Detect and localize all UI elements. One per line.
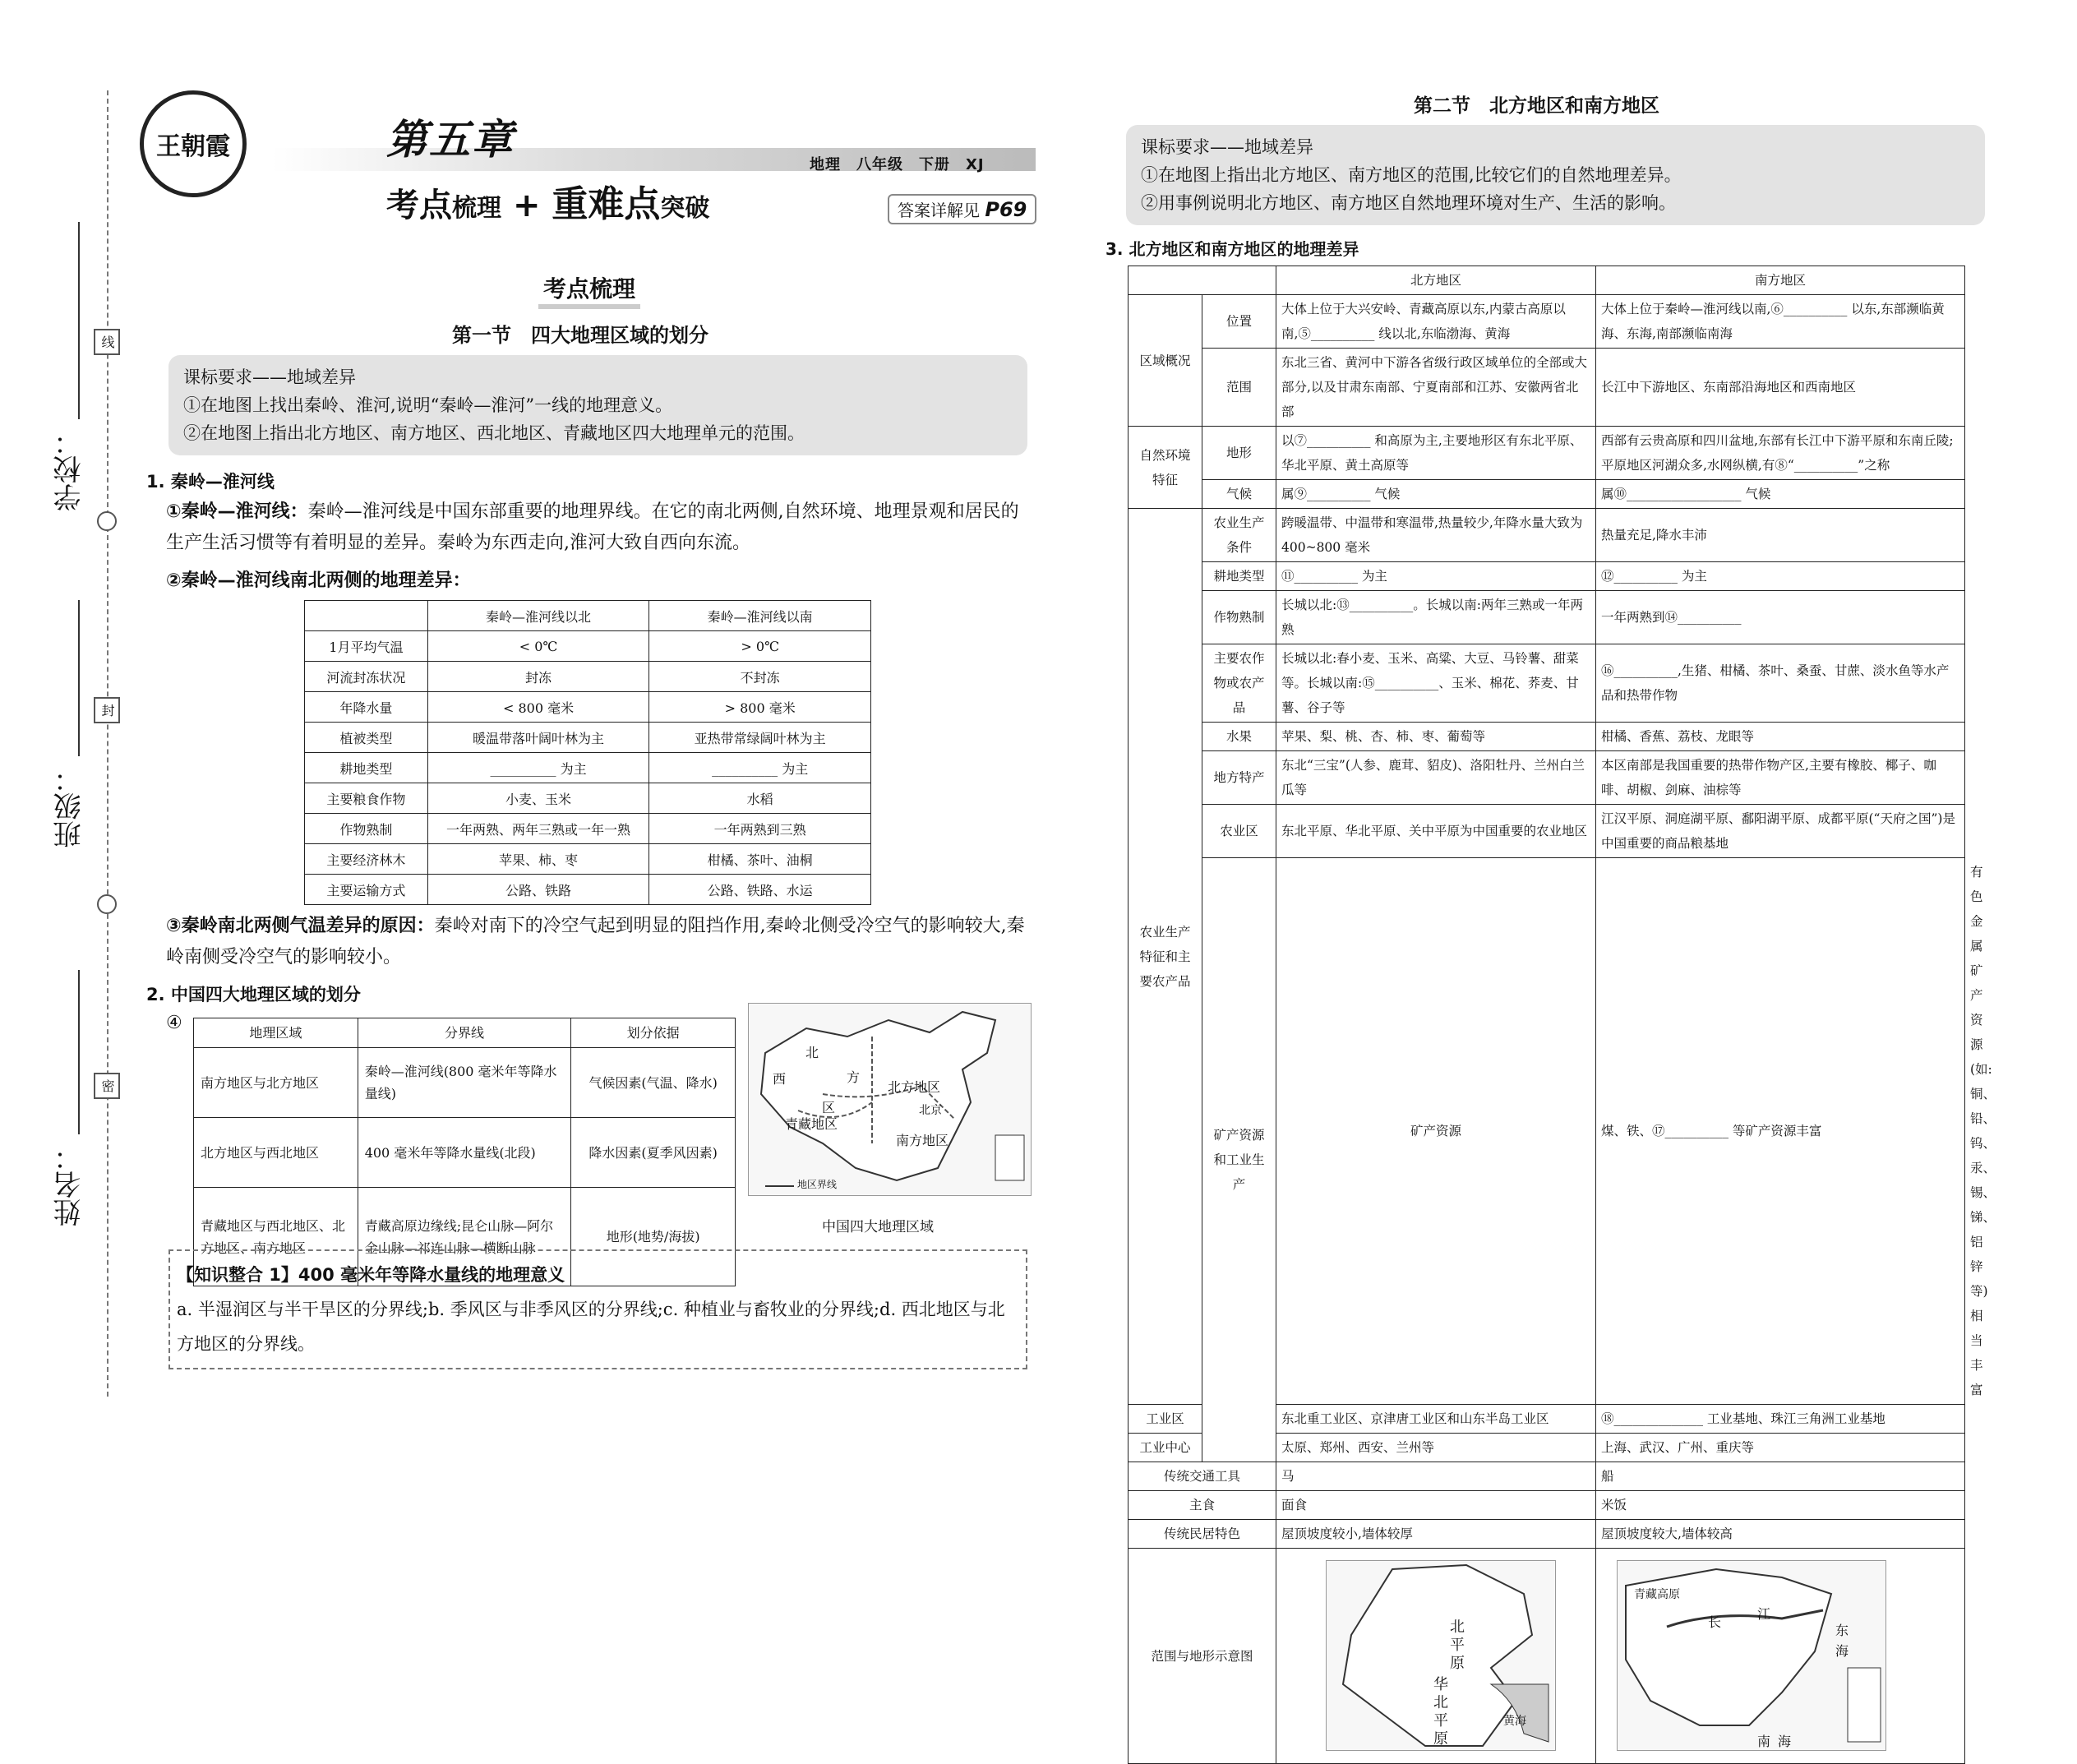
row-label: 主要农作物或农产品 (1202, 644, 1276, 723)
cell-north: 长城以北:⑬__________。长城以南:两年三熟或一年两熟 (1276, 591, 1596, 644)
cell-south: ⑫__________ 为主 (1596, 562, 1965, 591)
cell-north: 东北“三宝”(人参、鹿茸、貂皮)、洛阳牡丹、兰州白兰瓜等 (1276, 751, 1596, 805)
paragraph-1 (166, 496, 1027, 559)
cell-north: 跨暖温带、中温带和寒温带,热量较少,年降水量大致为 400~800 毫米 (1276, 509, 1596, 562)
table-row (305, 753, 871, 783)
seal-secret: 密 (94, 1073, 120, 1099)
book-tag: 地理 八年级 下册 XJ (810, 156, 985, 173)
table-row (305, 692, 871, 723)
binding-hole (97, 511, 117, 531)
name-label: 姓名： (53, 1143, 86, 1226)
cell-south: 西部有云贵高原和四川盆地,东部有长江中下游平原和东南丘陵;平原地区河湖众多,水网纵横,有⑧“__________”之称 (1596, 427, 1965, 480)
table-cell: 秦岭—淮河线(800 毫米年等降水量线) (358, 1048, 571, 1118)
table-cell: 暖温带落叶阔叶林为主 (427, 723, 649, 753)
table-cell: 主要运输方式 (305, 875, 428, 905)
requirement-box-1 (168, 355, 1027, 455)
cell-north: ⑪__________ 为主 (1276, 562, 1596, 591)
map-label: 北 (805, 1045, 819, 1060)
map-label: 东 (1835, 1623, 1849, 1638)
table-cell: 青藏高原边缘线;昆仑山脉—阿尔金山脉—祁连山脉—横断山脉 (358, 1188, 571, 1286)
cell-south: 热量充足,降水丰沛 (1596, 509, 1965, 562)
binding-margin (0, 0, 140, 1471)
para-text: 秦岭—淮河线是中国东部重要的地理界线。在它的南北两侧,自然环境、地理景观和居民的生产生活习惯等有着明显的差异。秦岭为东西走向,淮河大致自西向东流。 (166, 501, 1019, 553)
school-label: 学校： (53, 427, 86, 511)
map-label: 青藏地区 (785, 1116, 838, 1132)
row-label: 地方特产 (1202, 751, 1276, 805)
cell-north: 以⑦__________ 和高原为主,主要地形区有东北平原、华北平原、黄土高原等 (1276, 427, 1596, 480)
subtitle-part: 突破 (660, 194, 710, 223)
map-legend: 地区界线 (797, 1179, 838, 1190)
cell-south: 江汉平原、洞庭湖平原、鄱阳湖平原、成都平原(“天府之国”)是中国重要的商品粮基地 (1596, 805, 1965, 858)
cell-north: 东北三省、黄河中下游各省级行政区域单位的全部或大部分,以及甘肃东南部、宁夏南部和江苏、安徽两省北部 (1276, 349, 1596, 427)
map-label: 长 (1708, 1614, 1722, 1630)
table-header-row (305, 601, 871, 631)
req-head: 课标要求——地域差异 (1141, 137, 1313, 157)
china-regions-map (748, 1003, 1032, 1196)
map-label: 华北平原 (1433, 1676, 1448, 1748)
cell-south: 一年两熟到⑭__________ (1596, 591, 1965, 644)
cell-south: 本区南部是我国重要的热带作物产区,主要有橡胶、椰子、咖啡、胡椒、剑麻、油棕等 (1596, 751, 1965, 805)
cell-north: 太原、郑州、西安、兰州等 (1276, 1434, 1596, 1462)
table-cell: 北方地区与西北地区 (194, 1118, 358, 1188)
col-south: 南方地区 (1596, 266, 1965, 295)
cell-south: 船 (1596, 1462, 1965, 1491)
table-north-south: 北方地区 南方地区 区域概况 位置 大体上位于大兴安岭、青藏高原以东,内蒙古高原以南,⑤__________ 线以北,东临渤海、黄海 大体上位于秦岭—淮河线以南,⑥__________ 以东,东部濒临黄海、东海,南部濒临南海 范围 东北三省、黄河中下游各省级行政区域单位的全部或大部分,以及甘肃东南部、宁夏南部和江苏、安徽两省北部 长江中下游地区、东南部沿海地区和西南地区 自然环境特征 地形 以⑦__________ 和高原为主,主要地形区有东北平原、华北平原、黄土高原等 西部有云贵高原和四川盆地,东部有长江中下游平原和东南丘陵;平原地区河湖众多,水网纵横,有⑧“__________”之称 气候 属⑨__________ 气候 属⑩__________________ 气候 农业生产特征和主要农产品 农业生产条件 跨暖温带、中温带和寒温带,热量较少,年降水量大致为 400~800 毫米 热量充足,降水丰沛 耕地类型 ⑪__________ 为主 ⑫__________ 为主 作物熟制 长城以北:⑬__________。长城以南:两年三熟或一年两熟 一年两熟到⑭__________ 主要农作物或农产品 长城以北:春小麦、玉米、高粱、大豆、马铃薯、甜菜等。长城以南:⑮__________、玉米、棉花、荞麦、甘薯、谷子等 ⑯__________,生猪、柑橘、茶叶、桑蚕、甘蔗、淡水鱼等水产品和热带作物 水果 苹果、梨、桃、杏、柿、枣、葡萄等 柑橘、香蕉、荔枝、龙眼等 地方特产 东北“三宝”(人参、鹿茸、貂皮)、洛阳牡丹、兰州白兰瓜等 本区南部是我国重要的热带作物产区,主要有橡胶、椰子、咖啡、胡椒、剑麻、油棕等 农业区 东北平原、华北平原、关中平原为中国重要的农业地区 江汉平原、洞庭湖平原、鄱阳湖平原、成都平原(“天府之国”)是中国重要的商品粮基地 矿产资源和工业生产 矿产资源 煤、铁、⑰__________ 等矿产资源丰富 有色金属矿产资源(如:铜、铅、钨、汞、锡、锑、铝锌等)相当丰富 工业区 东北重工业区、京津唐工业区和山东半岛工业区 ⑱______________ 工业基地、珠江三角洲工业基地 工业中心 太原、郑州、西安、兰州等 上海、武汉、广州、重庆等 传统交通工具 马 船 主食 面食 米饭 传统民居特色 屋顶坡度较小,墙体较厚 屋顶坡度较大,墙体较高 范围与地形示意图 北平原 华北平原 黄海 青藏高原 长 江 东 海 南 海 (1128, 266, 1965, 1764)
map-label: 海 (1778, 1734, 1792, 1749)
column-header: 秦岭—淮河线以南 (649, 601, 871, 631)
table-cell: 亚热带常绿阔叶林为主 (649, 723, 871, 753)
row-label: 工业中心 (1129, 1434, 1202, 1462)
table-cell: 耕地类型 (305, 753, 428, 783)
answer-label: 答案详解见 (898, 201, 980, 220)
table-cell: < 800 毫米 (427, 692, 649, 723)
table-row (305, 844, 871, 875)
row-label: 气候 (1202, 480, 1276, 509)
table-cell: 植被类型 (305, 723, 428, 753)
logo-text: 王朝霞 (156, 132, 230, 161)
table-cell: 封冻 (427, 662, 649, 692)
blank-4: ④ (166, 1013, 182, 1033)
cell-north: 苹果、梨、桃、杏、柿、枣、葡萄等 (1276, 723, 1596, 751)
table-cell: 小麦、玉米 (427, 783, 649, 814)
para-text: 秦岭对南下的冷空气起到明显的阻挡作用,秦岭北侧受冷空气的影响较大,秦岭南侧受冷空气的影响较小。 (166, 916, 1025, 967)
row-label: 位置 (1202, 295, 1276, 349)
row-label: 矿产资源 (1276, 858, 1596, 1405)
table-cell: 柑橘、茶叶、油桐 (649, 844, 871, 875)
cut-line (107, 90, 108, 1397)
map-label: 方 (847, 1069, 861, 1085)
name-field[interactable] (78, 970, 80, 1134)
map-label: 南 (1757, 1734, 1771, 1749)
class-field[interactable] (78, 600, 80, 756)
req-item: ②用事例说明北方地区、南方地区自然地理环境对生产、生活的影响。 (1141, 193, 1676, 213)
row-label: 范围与地形示意图 (1129, 1549, 1276, 1764)
heading-1: 1. 秦岭—淮河线 (146, 472, 275, 492)
row-label: 耕地类型 (1202, 562, 1276, 591)
column-header: 地理区域 (194, 1018, 358, 1048)
map-caption: 中国四大地理区域 (822, 1219, 934, 1235)
paragraph-2 (166, 566, 471, 597)
table-header-row (194, 1018, 736, 1048)
table-row (305, 631, 871, 662)
school-field[interactable] (78, 222, 80, 419)
table-row (305, 783, 871, 814)
cell-south: 大体上位于秦岭—淮河线以南,⑥__________ 以东,东部濒临黄海、东海,南部濒临南海 (1596, 295, 1965, 349)
know-title: 【知识整合 1】400 毫米年等降水量线的地理意义 (177, 1265, 565, 1285)
answer-ref (888, 194, 1036, 224)
cell-south: 上海、武汉、广州、重庆等 (1596, 1434, 1965, 1462)
knowledge-box (168, 1249, 1027, 1369)
cell-north: 马 (1276, 1462, 1596, 1491)
para-lead: ②秦岭—淮河线南北两侧的地理差异： (166, 570, 471, 591)
cell-south: 屋顶坡度较大,墙体较高 (1596, 1520, 1965, 1549)
logo (140, 90, 247, 197)
table-cell: 水稻 (649, 783, 871, 814)
south-map-cell (1596, 1549, 1965, 1764)
cell-north: 面食 (1276, 1491, 1596, 1520)
chapter-title: 第五章 (386, 116, 515, 164)
column-header (305, 601, 428, 631)
subtitle-part: + (512, 187, 541, 224)
group-label: 自然环境特征 (1129, 427, 1202, 509)
cell-south: 属⑩__________________ 气候 (1596, 480, 1965, 509)
map-label: 海 (1835, 1643, 1849, 1659)
row-label: 传统交通工具 (1129, 1462, 1276, 1491)
seal-seal: 封 (94, 697, 120, 723)
req-item: ①在地图上找出秦岭、淮河,说明“秦岭—淮河”一线的地理意义。 (183, 395, 673, 415)
table-cell: 一年两熟到三熟 (649, 814, 871, 844)
table-cell: 公路、铁路、水运 (649, 875, 871, 905)
cell-south: ⑱______________ 工业基地、珠江三角洲工业基地 (1596, 1405, 1965, 1434)
table-row (305, 662, 871, 692)
table-cell: 南方地区与北方地区 (194, 1048, 358, 1118)
heading-3: 3. 北方地区和南方地区的地理差异 (1105, 239, 1359, 259)
cell-north: 属⑨__________ 气候 (1276, 480, 1596, 509)
table-cell: 降水因素(夏季风因素) (571, 1118, 736, 1188)
para-lead: ③秦岭南北两侧气温差异的原因： (166, 916, 435, 936)
table-cell: < 0℃ (427, 631, 649, 662)
row-label: 主食 (1129, 1491, 1276, 1520)
table-cell: 主要经济林木 (305, 844, 428, 875)
row-label: 范围 (1202, 349, 1276, 427)
table-row (305, 875, 871, 905)
map-label: 青藏高原 (1634, 1588, 1680, 1601)
table-cell: __________ 为主 (427, 753, 649, 783)
page-subtitle (386, 174, 709, 227)
column-header: 划分依据 (571, 1018, 736, 1048)
table-cell: 不封冻 (649, 662, 871, 692)
map-label: 北平原 (1450, 1619, 1465, 1672)
table-cell: 1月平均气温 (305, 631, 428, 662)
table-cell: 苹果、柿、枣 (427, 844, 649, 875)
row-label: 农业生产条件 (1202, 509, 1276, 562)
subtitle-part: 梳理 (452, 194, 501, 223)
table-row (305, 814, 871, 844)
subtitle-part: 考点 (386, 187, 452, 224)
cell-south: 柑橘、香蕉、荔枝、龙眼等 (1596, 723, 1965, 751)
binding-hole (97, 894, 117, 914)
subtitle-part: 重难点 (552, 183, 661, 225)
table-row (194, 1118, 736, 1188)
table-cell: 400 毫米年等降水量线(北段) (358, 1118, 571, 1188)
cell-north: 长城以北:春小麦、玉米、高粱、大豆、马铃薯、甜菜等。长城以南:⑮__________、玉米、棉花、荞麦、甘薯、谷子等 (1276, 644, 1596, 723)
cell-south: ⑯__________,生猪、柑橘、茶叶、桑蚕、甘蔗、淡水鱼等水产品和热带作物 (1596, 644, 1965, 723)
column-header: 秦岭—淮河线以北 (427, 601, 649, 631)
row-label: 工业区 (1129, 1405, 1202, 1434)
requirement-box-2 (1126, 125, 1985, 225)
table-cell: 主要粮食作物 (305, 783, 428, 814)
map-label: 江 (1757, 1606, 1771, 1622)
row-label: 传统民居特色 (1129, 1520, 1276, 1549)
req-head: 课标要求——地域差异 (183, 367, 356, 387)
group-label: 区域概况 (1129, 295, 1202, 427)
table-cell: 气候因素(气温、降水) (571, 1048, 736, 1118)
cell-north: 大体上位于大兴安岭、青藏高原以东,内蒙古高原以南,⑤__________ 线以北,东临渤海、黄海 (1276, 295, 1596, 349)
table-cell: 年降水量 (305, 692, 428, 723)
req-item: ②在地图上指出北方地区、南方地区、西北地区、青藏地区四大地理单元的范围。 (183, 423, 805, 443)
table-cell: 河流封冻状况 (305, 662, 428, 692)
class-label: 班级： (53, 764, 86, 848)
seal-line: 线 (94, 329, 120, 355)
table-cell: 青藏地区与西北地区、北方地区、南方地区 (194, 1188, 358, 1286)
map-label: 区 (822, 1100, 836, 1115)
heading-2: 2. 中国四大地理区域的划分 (146, 985, 361, 1004)
table-regions (193, 1018, 736, 1286)
table-cell: 地形(地势/海拔) (571, 1188, 736, 1286)
table-cell: 公路、铁路 (427, 875, 649, 905)
table-qinling (304, 600, 871, 905)
map-label: 北京 (919, 1104, 942, 1117)
cell-north: 屋顶坡度较小,墙体较厚 (1276, 1520, 1596, 1549)
para-lead: ①秦岭—淮河线： (166, 501, 308, 522)
south-region-map (1617, 1560, 1886, 1751)
map-label: 南方地区 (896, 1133, 949, 1148)
table-cell: 作物熟制 (305, 814, 428, 844)
req-item: ①在地图上指出北方地区、南方地区的范围,比较它们的自然地理差异。 (1141, 165, 1682, 185)
column-header: 分界线 (358, 1018, 571, 1048)
cell-north: 东北平原、华北平原、关中平原为中国重要的农业地区 (1276, 805, 1596, 858)
map-label: 黄海 (1503, 1715, 1526, 1728)
row-label: 地形 (1202, 427, 1276, 480)
group-label: 农业生产特征和主要农产品 (1129, 509, 1202, 1405)
map-label: 西 (773, 1071, 787, 1087)
table-cell: > 800 毫米 (649, 692, 871, 723)
know-text: a. 半湿润区与半干旱区的分界线;b. 季风区与非季风区的分界线;c. 种植业与畜牧业的分界线;d. 西北地区与北方地区的分界线。 (177, 1300, 1005, 1354)
section2-title: 第二节 北方地区和南方地区 (1414, 95, 1659, 117)
north-region-map (1326, 1560, 1556, 1751)
cell-south: 米饭 (1596, 1491, 1965, 1520)
cell-south: 长江中下游地区、东南部沿海地区和西南地区 (1596, 349, 1965, 427)
map-label: 北方地区 (888, 1079, 941, 1095)
north-map-cell (1276, 1549, 1596, 1764)
answer-page: P69 (985, 198, 1027, 221)
table-row (194, 1048, 736, 1118)
row-label: 农业区 (1202, 805, 1276, 858)
paragraph-3 (166, 911, 1027, 973)
kaodian-title: 考点梳理 (538, 271, 640, 309)
row-label: 作物熟制 (1202, 591, 1276, 644)
table-row (305, 723, 871, 753)
row-label: 水果 (1202, 723, 1276, 751)
table-cell: > 0℃ (649, 631, 871, 662)
table-cell: 一年两熟、两年三熟或一年一熟 (427, 814, 649, 844)
cell-north: 煤、铁、⑰__________ 等矿产资源丰富 (1596, 858, 1965, 1405)
col-north: 北方地区 (1276, 266, 1596, 295)
section1-title: 第一节 四大地理区域的划分 (452, 324, 708, 347)
cell-north: 东北重工业区、京津唐工业区和山东半岛工业区 (1276, 1405, 1596, 1434)
china-map-outline (749, 1004, 1032, 1197)
table-cell: __________ 为主 (649, 753, 871, 783)
group-label: 矿产资源和工业生产 (1202, 858, 1276, 1462)
